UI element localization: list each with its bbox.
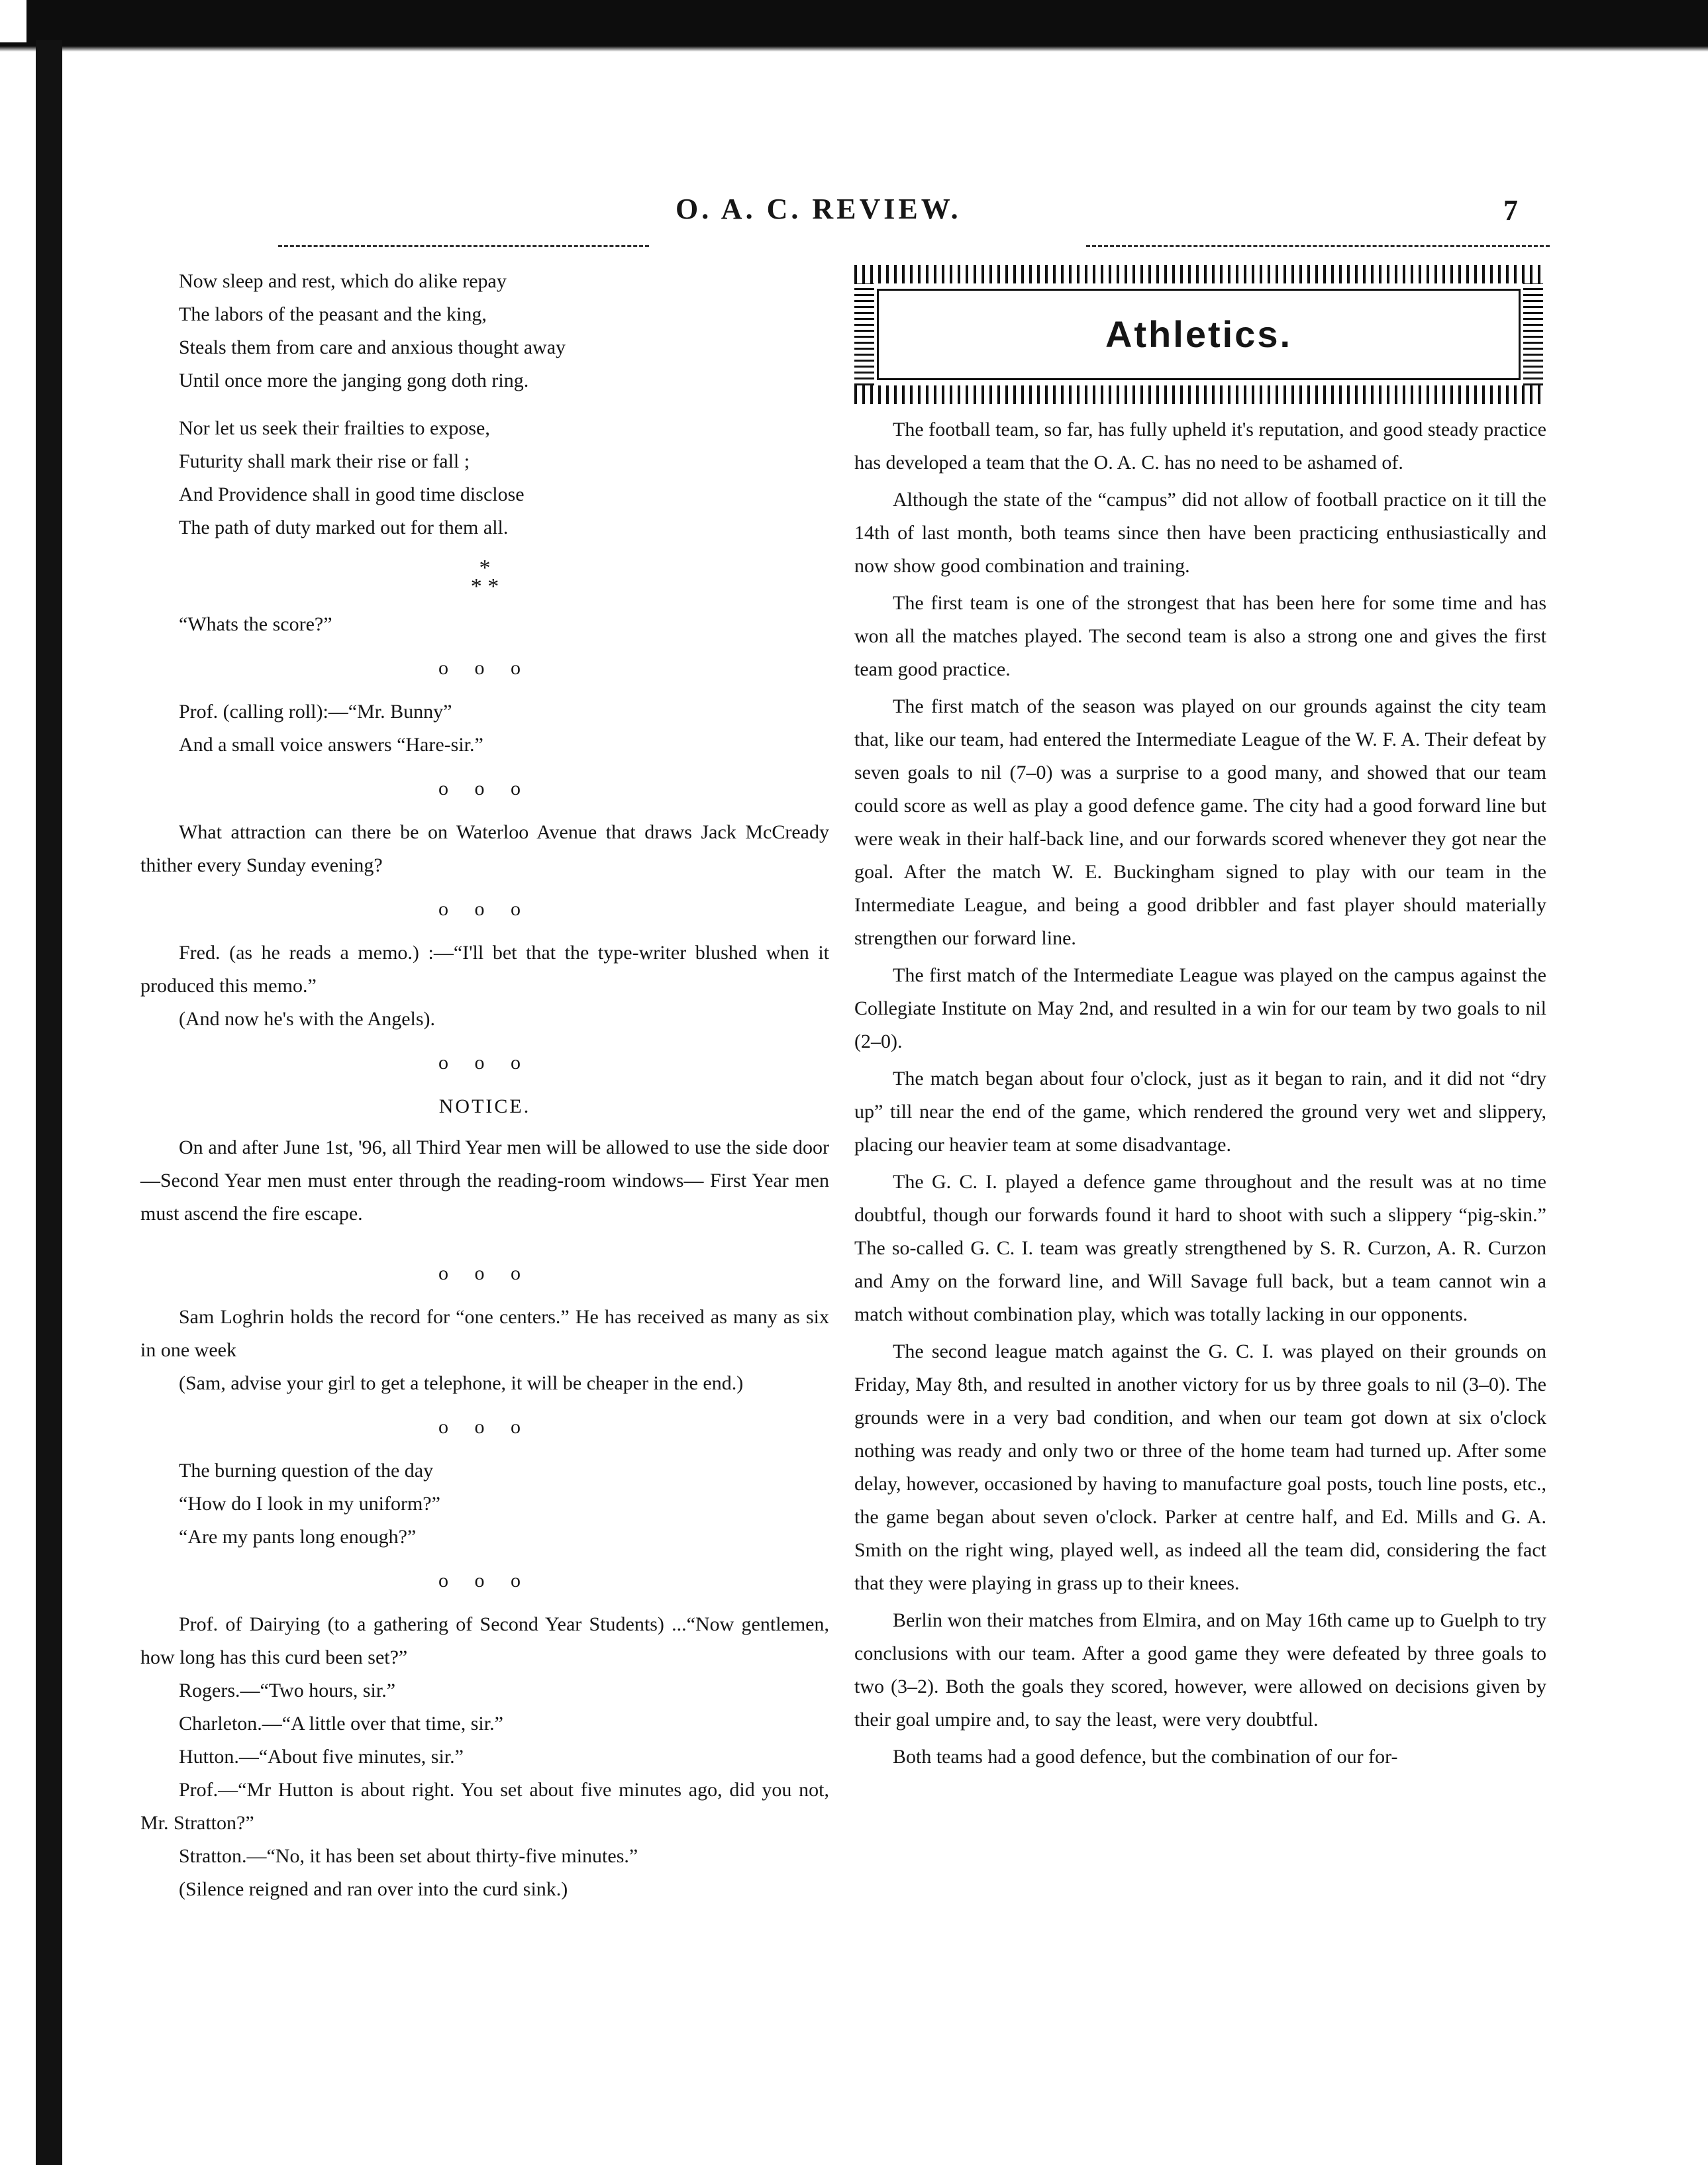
burning-line: The burning question of the day — [179, 1460, 434, 1482]
separator: o o o — [438, 657, 531, 679]
scan-top-border — [26, 0, 1708, 45]
dairy-dialogue-6: Stratton.—“No, it has been set about thirty-five minutes.” — [179, 1845, 638, 1867]
score-quip: “Whats the score?” — [179, 613, 332, 635]
page-header — [0, 192, 1708, 245]
poem-line: Nor let us seek their frailties to expose, — [179, 417, 490, 439]
dairy-dialogue-3: Charleton.—“A little over that time, sir.” — [179, 1713, 503, 1735]
roll-call-line-2: And a small voice answers “Hare-sir.” — [179, 734, 483, 756]
poem-stanza-2 — [179, 412, 829, 544]
burning-line: “How do I look in my uniform?” — [179, 1493, 440, 1515]
fred-aside: (And now he's with the Angels). — [179, 1008, 436, 1030]
separator: o o o — [438, 1052, 531, 1074]
separator: o o o — [438, 778, 531, 799]
athletics-paragraph: The first match of the Intermediate League was played on the campus against the Collegiate Institute on May 2nd, and resulted in a win for our team by two goals to nil (2–0). — [854, 964, 1546, 1052]
masthead-title: O. A. C. REVIEW. — [676, 193, 962, 225]
left-column — [140, 265, 829, 1906]
header-rule-left — [278, 245, 649, 247]
sam-quip: Sam Loghrin holds the record for “one centers.” He has received as many as six in one week — [140, 1306, 829, 1361]
poem-line: The labors of the peasant and the king, — [179, 303, 487, 325]
poem-stanza-1 — [179, 265, 829, 397]
dairy-dialogue-4: Hutton.—“About five minutes, sir.” — [179, 1746, 464, 1768]
poem-line: Until once more the janging gong doth ring. — [179, 370, 529, 391]
athletics-paragraph: Although the state of the “campus” did not allow of football practice on it till the 14th of last month, both teams since then have been practicing enthusiastically and now show good combination and training. — [854, 489, 1546, 577]
poem-line: Futurity shall mark their rise or fall ; — [179, 450, 470, 472]
dairy-dialogue-7: (Silence reigned and ran over into the curd sink.) — [179, 1878, 568, 1900]
separator: o o o — [438, 1570, 531, 1591]
poem-line: Now sleep and rest, which do alike repay — [179, 270, 507, 292]
poem-line: Steals them from care and anxious thought away — [179, 336, 566, 358]
page-number: 7 — [1503, 194, 1518, 227]
athletics-paragraph: The second league match against the G. C. I. was played on their grounds on Friday, May 8th, and resulted in another victory for us by three goals to nil (3–0). The grounds were in a very bad condition, and when our team got down at six o'clock nothing was ready and only two or three of the home team had turned up. After some delay, however, occasioned by having to manufacture goal posts, touch line posts, etc., the game began about seven o'clock. Parker at centre half, and Ed. Mills and G. A. Smith on the right wing, played well, as indeed all the team did, considering the fact that they were playing in grass up to their knees. — [854, 1340, 1546, 1594]
scan-left-border — [36, 40, 62, 2165]
right-column — [854, 265, 1546, 1774]
separator: o o o — [438, 1416, 531, 1438]
poem-line: The path of duty marked out for them all. — [179, 517, 509, 538]
separator: o o o — [438, 898, 531, 920]
burning-question — [140, 1454, 829, 1554]
poem-line: And Providence shall in good time disclose — [179, 483, 525, 505]
athletics-paragraph: Berlin won their matches from Elmira, and on May 16th came up to Guelph to try conclusions with our team. After a good game they were defeated by three goals to two (3–2). Both the goals they scored, however, were allowed on decisions given by their goal umpire and, to say the least, were very doubtful. — [854, 1609, 1546, 1731]
fred-quip: Fred. (as he reads a memo.) :—“I'll bet that the type-writer blushed when it produced this memo.” — [140, 942, 829, 997]
banner-ornament-right — [1523, 283, 1543, 385]
athletics-banner-panel — [877, 289, 1521, 380]
separator: o o o — [438, 1262, 531, 1284]
athletics-paragraph: The football team, so far, has fully upheld it's reputation, and good steady practice has developed a team that the O. A. C. has no need to be ashamed of. — [854, 419, 1546, 474]
notice-body: On and after June 1st, '96, all Third Year men will be allowed to use the side door—Second Year men must enter through the reading-room windows— First Year men must ascend the fire escape. — [140, 1136, 829, 1225]
dairy-dialogue-5: Prof.—“Mr Hutton is about right. You set about five minutes ago, did you not, Mr. Stratton?” — [140, 1779, 829, 1834]
roll-call-line-1: Prof. (calling roll):—“Mr. Bunny” — [179, 701, 452, 723]
asterism-top: * — [479, 556, 491, 580]
dairy-dialogue-2: Rogers.—“Two hours, sir.” — [179, 1680, 396, 1701]
athletics-paragraph: The first team is one of the strongest that has been here for some time and has won all the matches played. The second team is also a strong one and gives the first team good practice. — [854, 592, 1546, 680]
athletics-paragraph: The match began about four o'clock, just as it began to rain, and it did not “dry up” till near the end of the game, which rendered the ground very wet and slippery, placing our heavier team at some disadvantage. — [854, 1068, 1546, 1156]
waterloo-quip: What attraction can there be on Waterloo Avenue that draws Jack McCready thither every Sunday evening? — [140, 821, 829, 876]
banner-ornament-left — [854, 283, 874, 385]
header-rule-right — [1086, 245, 1550, 247]
athletics-banner — [854, 265, 1543, 404]
scan-top-shadow — [0, 42, 1708, 52]
sam-aside: (Sam, advise your girl to get a telephone, it will be cheaper in the end.) — [179, 1372, 744, 1394]
notice-heading: NOTICE. — [438, 1095, 531, 1117]
athletics-paragraph: The G. C. I. played a defence game throughout and the result was at no time doubtful, though our forwards found it hard to shoot with such a slippery “pig-skin.” The so-called G. C. I. team was greatly strengthened by S. R. Curzon, A. R. Curzon and Amy on the forward line, and Will Savage full back, but a team cannot win a match without combination play, which was totally lacking in our opponents. — [854, 1171, 1546, 1325]
dairy-dialogue-1: Prof. of Dairying (to a gathering of Second Year Students) ...“Now gentlemen, how long has this curd been set?” — [140, 1613, 829, 1668]
asterism-bottom: * * — [470, 574, 499, 599]
athletics-paragraph: The first match of the season was played on our grounds against the city team that, like our team, had entered the Intermediate League of the W. F. A. Their defeat by seven goals to nil (7–0) was a surprise to a good many, and showed that our team could score as well as play a good defence game. The city had a good forward line but were weak in their half-back line, and our forwards scored whenever they got near the goal. After the match W. E. Buckingham signed to play with our team in the Intermediate League, and being a good dribbler and fast player should materially strengthen our forward line. — [854, 695, 1546, 949]
athletics-heading: Athletics. — [1105, 313, 1293, 355]
athletics-paragraph: Both teams had a good defence, but the combination of our for- — [893, 1746, 1398, 1768]
asterism — [140, 556, 829, 599]
burning-line: “Are my pants long enough?” — [179, 1526, 417, 1548]
